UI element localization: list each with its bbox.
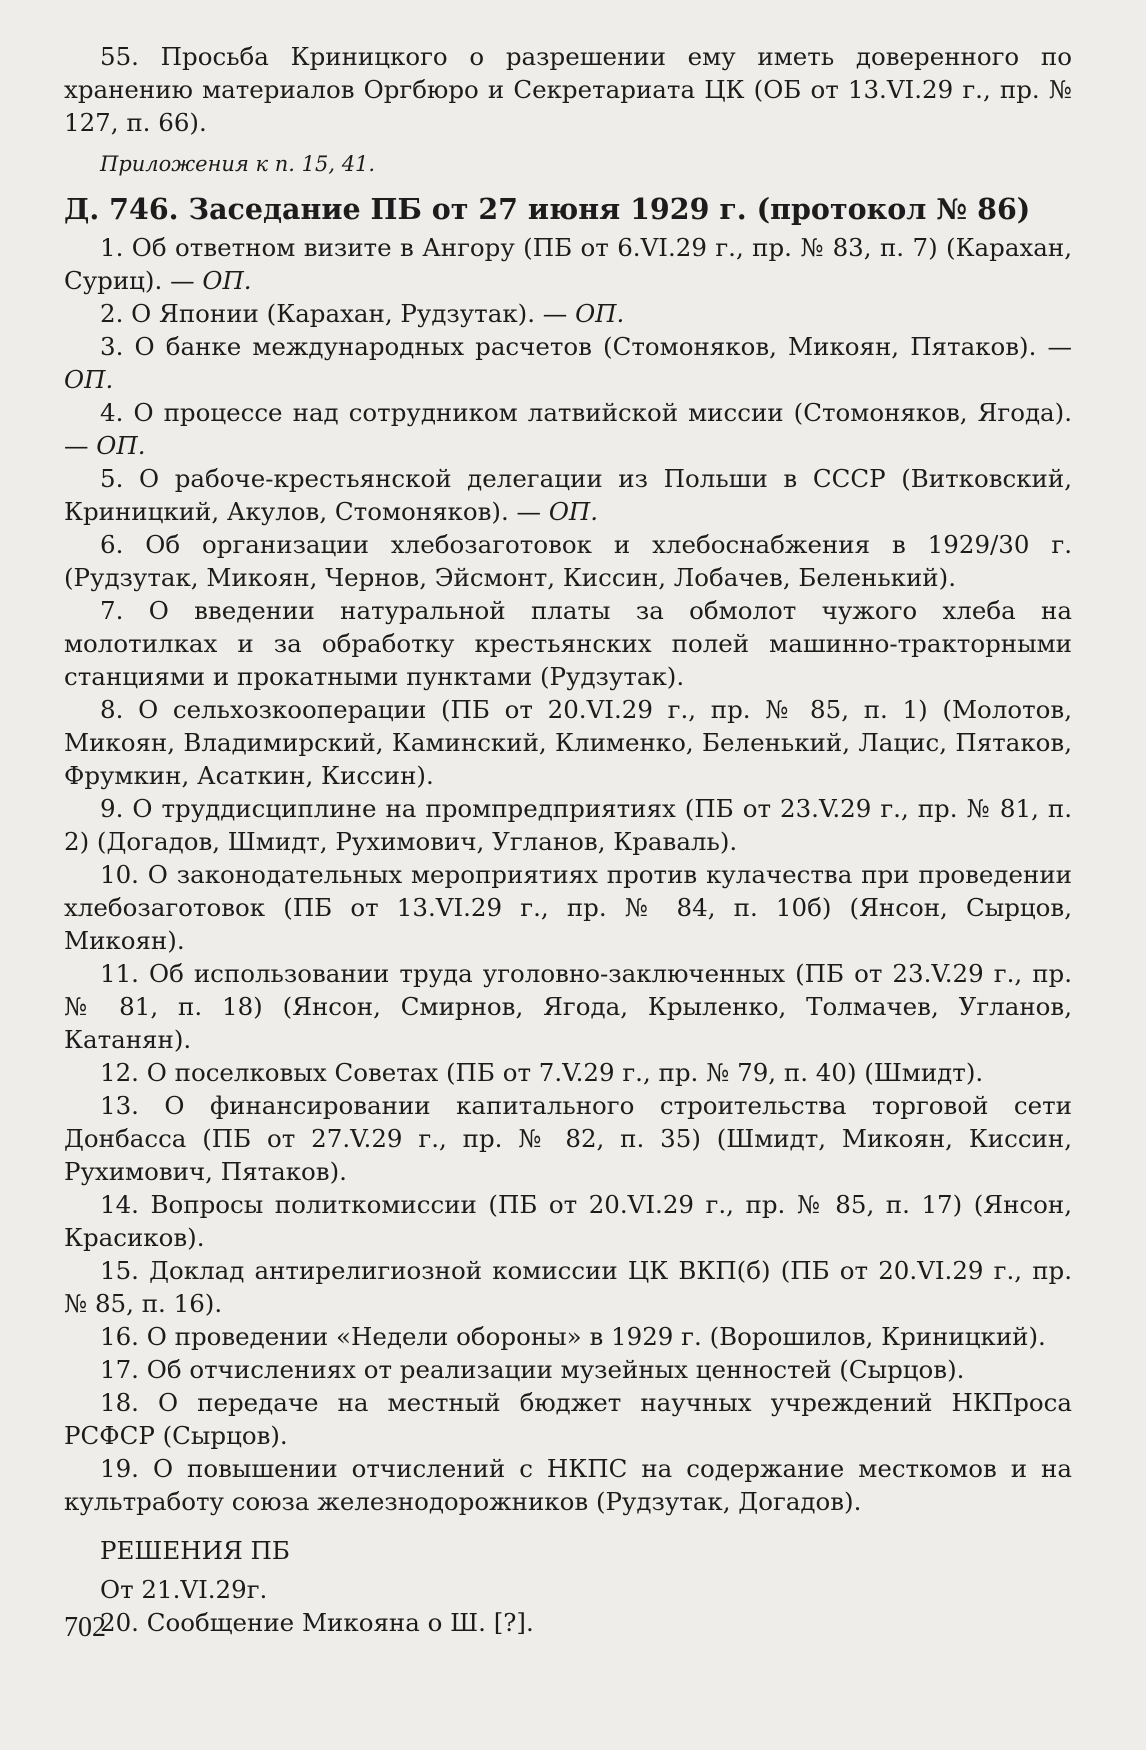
agenda-item-text: 2. О Японии (Карахан, Рудзутак). —	[100, 299, 576, 328]
agenda-item	[64, 231, 1072, 297]
agenda-item	[64, 1188, 1072, 1254]
agenda-item-decision: ОП.	[202, 266, 252, 295]
agenda-item	[64, 330, 1072, 396]
agenda-item-text: 9. О труддисциплине на промпредприятиях (ПБ от 23.V.29 г., пр. № 81, п. 2) (Догадов, Шмидт, Рухимович, Угланов, Краваль).	[64, 794, 1072, 856]
agenda-item-decision: ОП.	[548, 497, 599, 526]
agenda-item-text: 19. О повышении отчислений с НКПС на содержание месткомов и на культработу союза железнодорожников (Рудзутак, Догадов).	[64, 1454, 1072, 1516]
session-heading: Д. 746. Заседание ПБ от 27 июня 1929 г. (протокол № 86)	[64, 192, 1031, 226]
agenda-item-text: 3. О банке международных расчетов (Стомоняков, Микоян, Пятаков). —	[100, 332, 1072, 361]
agenda-item	[64, 1056, 1072, 1089]
agenda-item-text: 4. О процессе над сотрудником латвийской миссии (Стомоняков, Ягода). —	[64, 398, 1072, 460]
agenda-item	[64, 297, 1072, 330]
agenda-item-text: 16. О проведении «Недели обороны» в 1929 г. (Ворошилов, Криницкий).	[100, 1322, 1046, 1351]
agenda-item-text: 17. Об отчислениях от реализации музейных ценностей (Сырцов).	[100, 1355, 965, 1384]
agenda-item	[64, 1254, 1072, 1320]
agenda-item	[64, 1089, 1072, 1188]
agenda-item-text: 5. О рабоче-крестьянской делегации из Польши в СССР (Витковский, Криницкий, Акулов, Стомоняков). —	[64, 464, 1072, 526]
decision-item: 20. Сообщение Микояна о Ш. [?].	[100, 1608, 534, 1637]
agenda-item	[64, 528, 1072, 594]
agenda-item	[64, 792, 1072, 858]
document-page	[64, 40, 1072, 1639]
agenda-list	[64, 231, 1072, 1518]
page-number: 702	[64, 1612, 106, 1643]
agenda-item	[64, 693, 1072, 792]
top-item: 55. Просьба Криницкого о разрешении ему иметь доверенного по хранению материалов Оргбюро и Секретариата ЦК (ОБ от 13.VI.29 г., пр. № 127, п. 66).	[64, 42, 1072, 137]
agenda-item-text: 7. О введении натуральной платы за обмолот чужого хлеба на молотилках и за обработку крестьянских полей машинно-тракторными станциями и прокатными пунктами (Рудзутак).	[64, 596, 1072, 691]
agenda-item-text: 6. Об организации хлебозаготовок и хлебоснабжения в 1929/30 г. (Рудзутак, Микоян, Чернов, Эйсмонт, Киссин, Лобачев, Беленький).	[64, 530, 1072, 592]
agenda-item-text: 12. О поселковых Советах (ПБ от 7.V.29 г., пр. № 79, п. 40) (Шмидт).	[100, 1058, 984, 1087]
agenda-item-decision: ОП.	[575, 299, 625, 328]
agenda-item-decision: ОП.	[64, 365, 114, 394]
decisions-section-title: РЕШЕНИЯ ПБ	[100, 1536, 290, 1565]
agenda-item-text: 1. Об ответном визите в Ангору (ПБ от 6.VI.29 г., пр. № 83, п. 7) (Карахан, Суриц). —	[64, 233, 1072, 295]
agenda-item	[64, 462, 1072, 528]
agenda-item-decision: ОП.	[96, 431, 146, 460]
agenda-item	[64, 1452, 1072, 1518]
agenda-item	[64, 1353, 1072, 1386]
agenda-item-text: 11. Об использовании труда уголовно-заключенных (ПБ от 23.V.29 г., пр. № 81, п. 18) (Янсон, Смирнов, Ягода, Крыленко, Толмачев, Угланов, Катанян).	[64, 959, 1072, 1054]
agenda-item-text: 13. О финансировании капитального строительства торговой сети Донбасса (ПБ от 27.V.29 г., пр. № 82, п. 35) (Шмидт, Микоян, Киссин, Рухимович, Пятаков).	[64, 1091, 1072, 1186]
agenda-item-text: 18. О передаче на местный бюджет научных учреждений НКПроса РСФСР (Сырцов).	[64, 1388, 1072, 1450]
agenda-item	[64, 957, 1072, 1056]
agenda-item-text: 8. О сельхозкооперации (ПБ от 20.VI.29 г., пр. № 85, п. 1) (Молотов, Микоян, Владимирский, Каминский, Клименко, Беленький, Лацис, Пятаков, Фрумкин, Асаткин, Киссин).	[64, 695, 1072, 790]
appendix-note: Приложения к п. 15, 41.	[100, 152, 376, 176]
agenda-item-text: 10. О законодательных мероприятиях против кулачества при проведении хлебозаготовок (ПБ от 13.VI.29 г., пр. № 84, п. 10б) (Янсон, Сырцов, Микоян).	[64, 860, 1072, 955]
agenda-item	[64, 1320, 1072, 1353]
agenda-item-text: 14. Вопросы политкомиссии (ПБ от 20.VI.29 г., пр. № 85, п. 17) (Янсон, Красиков).	[64, 1190, 1072, 1252]
agenda-item-text: 15. Доклад антирелигиозной комиссии ЦК ВКП(б) (ПБ от 20.VI.29 г., пр. № 85, п. 16).	[64, 1256, 1072, 1318]
agenda-item	[64, 594, 1072, 693]
agenda-item	[64, 396, 1072, 462]
agenda-item	[64, 1386, 1072, 1452]
agenda-item	[64, 858, 1072, 957]
decisions-date: От 21.VI.29г.	[100, 1575, 268, 1604]
